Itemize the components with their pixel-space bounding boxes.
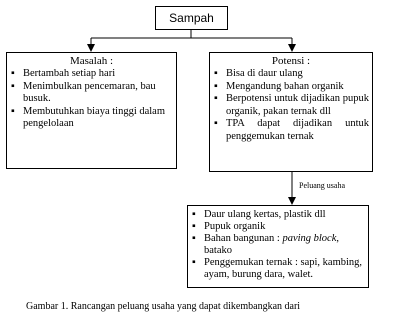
root-node-sampah	[155, 6, 228, 30]
italic-term: paving block	[282, 233, 337, 244]
bullet-icon: ▪	[214, 80, 218, 92]
masalah-item: ▪ Membutuhkan biaya tinggi dalam pengelolaan	[11, 105, 166, 129]
peluang-item: ▪ Pupuk organik	[192, 221, 266, 232]
potensi-box	[209, 52, 373, 172]
masalah-box	[6, 52, 177, 169]
masalah-item: ▪ Menimbulkan pencemaran, bau busuk.	[11, 80, 156, 104]
masalah-item: ▪ Bertambah setiap hari	[11, 68, 116, 79]
figure-caption: Gambar 1. Rancangan peluang usaha yang dapat dikembangkan dari	[26, 301, 301, 312]
masalah-title: Masalah :	[69, 55, 114, 67]
bullet-icon: ▪	[192, 209, 196, 220]
edge-label-peluang-usaha: Peluang usaha	[299, 181, 345, 190]
potensi-item: ▪ Berpotensi untuk dijadikan pupuk organik, pakan ternak dll	[214, 93, 369, 117]
potensi-item: ▪ TPA dapat dijadikan untuk penggemukan ternak	[214, 118, 369, 142]
peluang-item: ▪ Daur ulang kertas, plastik dll	[192, 209, 326, 220]
bullet-icon: ▪	[214, 93, 218, 104]
bullet-icon: ▪	[214, 118, 218, 129]
potensi-item: ▪ Bisa di daur ulang	[214, 68, 303, 79]
peluang-item: ▪ Bahan bangunan : paving block, batako	[192, 233, 340, 256]
root-node-label: Sampah	[169, 11, 214, 25]
potensi-item: ▪ Mengandung bahan organik	[214, 80, 344, 92]
bullet-icon: ▪	[192, 221, 196, 232]
potensi-list	[210, 68, 372, 143]
potensi-title: Potensi :	[271, 55, 311, 67]
bullet-icon: ▪	[11, 68, 15, 79]
peluang-box	[187, 205, 369, 288]
bullet-icon: ▪	[192, 257, 196, 268]
bullet-icon: ▪	[11, 105, 15, 117]
peluang-item: ▪ Penggemukan ternak : sapi, kambing, ayam, burung dara, walet.	[192, 257, 363, 280]
bullet-icon: ▪	[214, 68, 218, 79]
peluang-list	[188, 206, 368, 281]
bullet-icon: ▪	[192, 233, 196, 244]
bullet-icon: ▪	[11, 80, 15, 92]
masalah-list	[7, 68, 176, 131]
